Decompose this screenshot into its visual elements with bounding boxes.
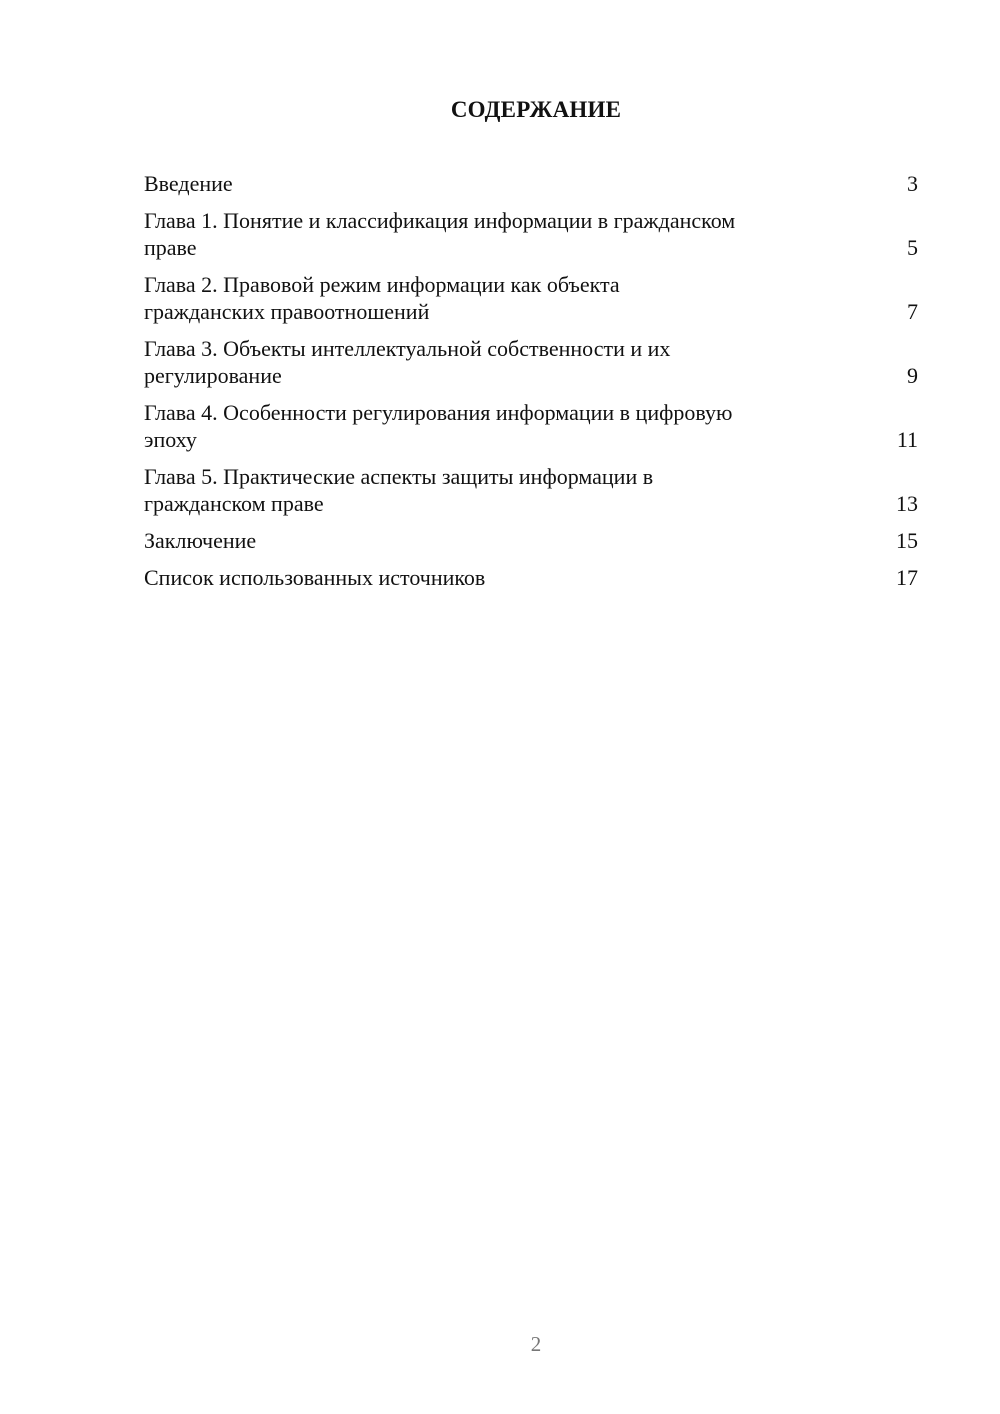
toc-entry-line: регулирование	[144, 363, 282, 388]
toc-entry-line: Глава 1. Понятие и классификация информации в гражданском	[144, 208, 736, 233]
toc-entry-introduction	[144, 170, 918, 197]
toc-entry-line: Глава 4. Особенности регулирования информации в цифровую	[144, 400, 733, 425]
toc-entry-chapter-1	[144, 207, 918, 261]
toc-entry-page: 11	[896, 427, 918, 452]
toc-entry-text	[144, 271, 918, 325]
toc-entry-line: Глава 3. Объекты интеллектуальной собственности и их	[144, 336, 671, 361]
toc-entry-chapter-2	[144, 271, 918, 325]
toc-entry-text	[144, 399, 918, 453]
toc-entry-line: Глава 2. Правовой режим информации как объекта	[144, 272, 620, 297]
toc-entry-line: Введение	[144, 171, 233, 196]
toc-entry-page: 3	[907, 171, 918, 196]
toc-entry-page: 7	[907, 299, 918, 324]
table-of-contents	[144, 170, 918, 601]
toc-entry-references	[144, 564, 918, 591]
toc-entry-line: гражданском праве	[144, 491, 324, 516]
toc-entry-chapter-3	[144, 335, 918, 389]
toc-entry-chapter-5	[144, 463, 918, 517]
toc-entry-page: 13	[896, 491, 918, 516]
toc-entry-line: эпоху	[144, 427, 197, 452]
page-number: 2	[530, 1332, 542, 1356]
toc-entry-page: 5	[907, 235, 918, 260]
toc-entry-line: Глава 5. Практические аспекты защиты информации в	[144, 464, 654, 489]
toc-entry-line: Заключение	[144, 528, 257, 553]
toc-entry-text	[144, 564, 918, 591]
toc-entry-line: гражданских правоотношений	[144, 299, 430, 324]
toc-entry-line: Список использованных источников	[144, 565, 486, 590]
toc-entry-text	[144, 207, 918, 261]
toc-entry-conclusion	[144, 527, 918, 554]
toc-entry-text	[144, 335, 918, 389]
toc-title: СОДЕРЖАНИЕ	[450, 97, 622, 122]
toc-entry-text	[144, 463, 918, 517]
toc-entry-line: праве	[144, 235, 197, 260]
toc-entry-page: 9	[907, 363, 918, 388]
toc-entry-page: 17	[896, 565, 918, 590]
toc-entry-text	[144, 527, 918, 554]
toc-entry-page: 15	[896, 528, 918, 553]
toc-entry-text	[144, 170, 918, 197]
toc-entry-chapter-4	[144, 399, 918, 453]
